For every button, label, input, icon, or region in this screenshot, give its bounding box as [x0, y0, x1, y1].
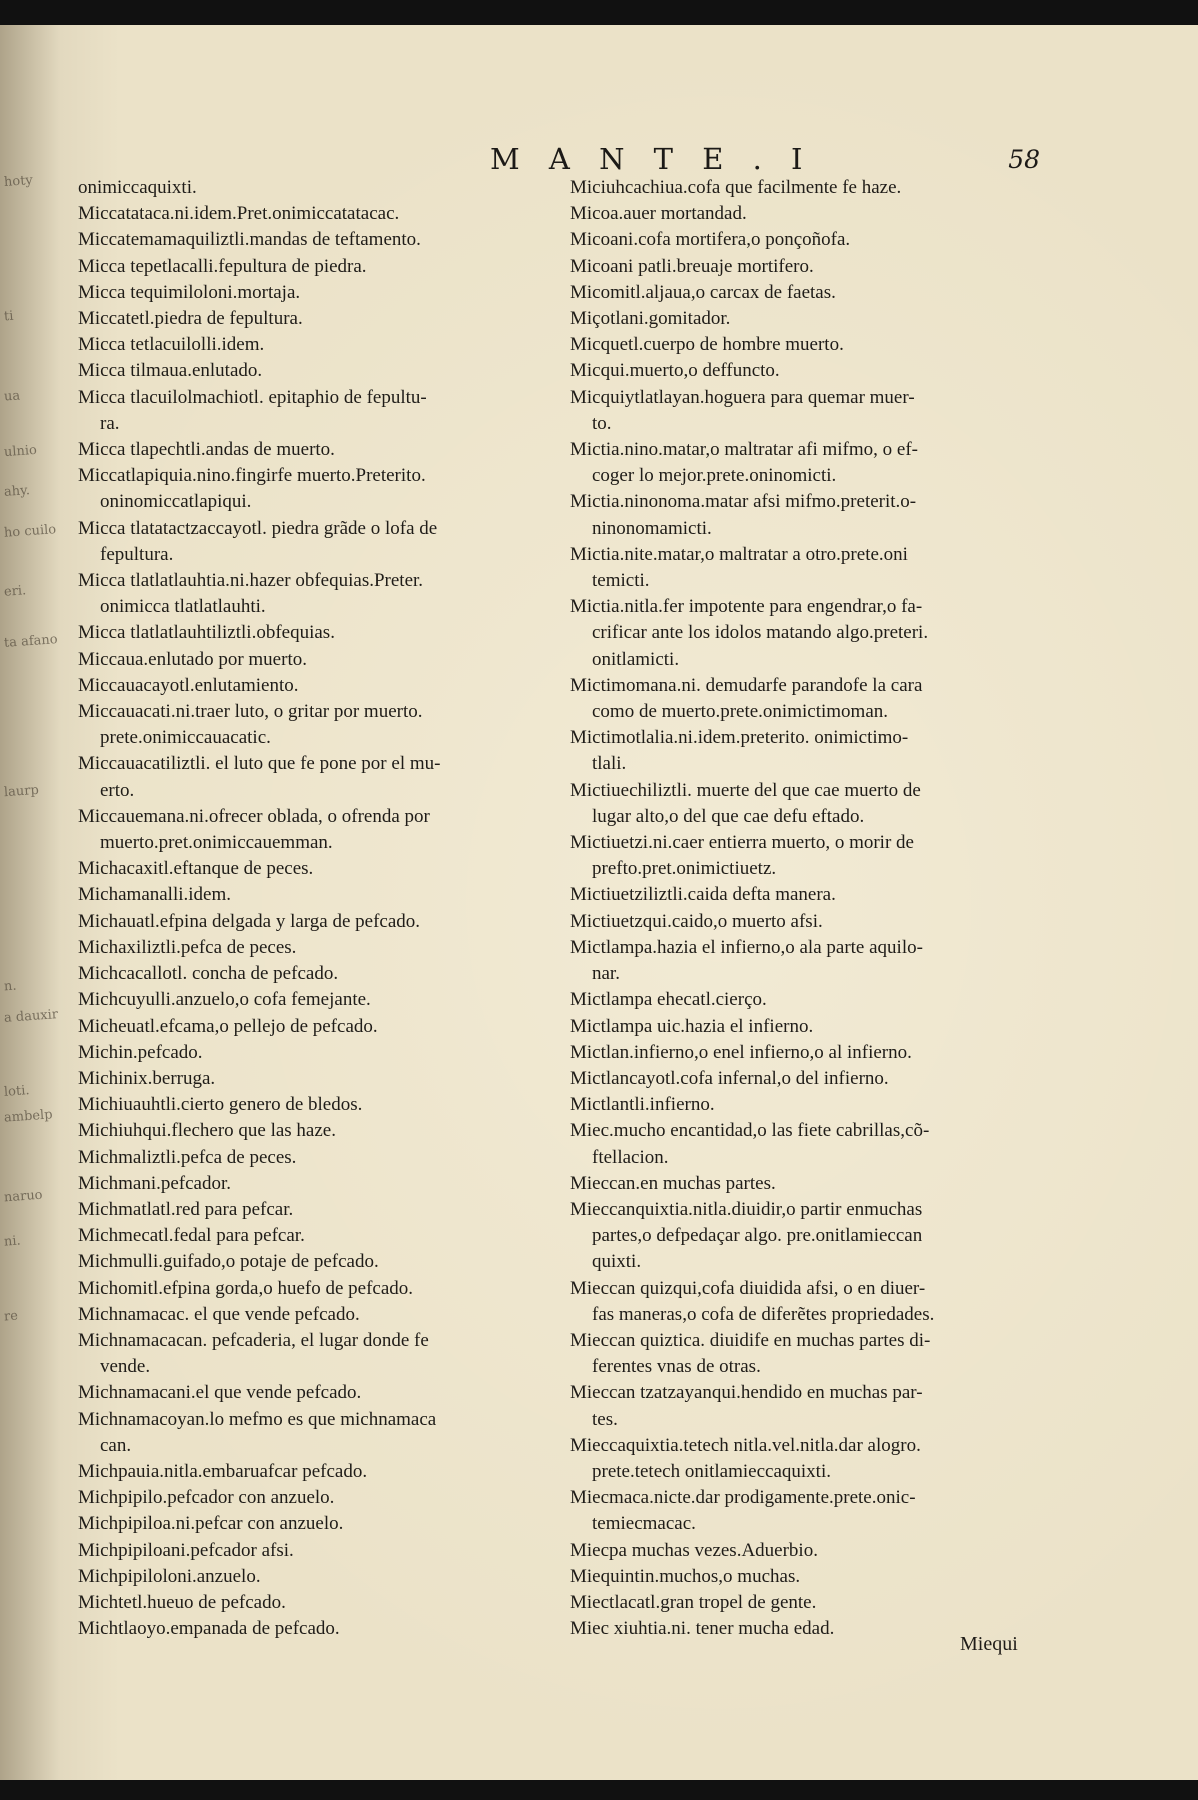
entry-headline: Miçotlani.gomitador.	[570, 308, 731, 330]
entry-headline: Miccatlapiquia.nino.fingirfe muerto.Preterito.	[78, 465, 426, 487]
entry-headline: onimiccaquixti.	[78, 177, 197, 198]
dictionary-entry	[78, 306, 578, 332]
entry-headline: Micca tlatlatlauhtiliztli.obfequias.	[78, 622, 335, 644]
entry-headline: Michmatlatl.red para pefcar.	[78, 1198, 294, 1220]
entry-headline: Michmulli.guifado,o potaje de pefcado.	[78, 1251, 379, 1273]
bleed-text: ahy.	[3, 483, 31, 500]
entry-headline: Michpipilo.pefcador con anzuelo.	[78, 1487, 335, 1509]
dictionary-entry	[78, 516, 578, 568]
entry-headline: Michpipiloani.pefcador afsi.	[78, 1539, 294, 1561]
dictionary-entry	[570, 201, 1040, 227]
dictionary-entry	[78, 1380, 578, 1406]
dictionary-entry	[78, 385, 578, 437]
entry-continuation: to.	[592, 412, 612, 434]
book-page	[0, 25, 1198, 1780]
dictionary-entry	[78, 909, 578, 935]
dictionary-entry	[570, 1014, 1040, 1040]
left-column	[78, 175, 578, 1642]
entry-headline: Micca tlatatactzaccayotl. piedra grãde o lofa de	[78, 517, 438, 539]
entry-headline: Miccatemamaquiliztli.mandas de teftamento.	[78, 229, 421, 251]
entry-continuation: prete.onimiccauacatic.	[100, 727, 271, 749]
dictionary-entry	[570, 1118, 1040, 1170]
dictionary-entry	[78, 961, 578, 987]
entry-headline: Mieccan quizqui,cofa diuidida afsi, o en diuer-	[570, 1277, 926, 1299]
entry-headline: Micheuatl.efcama,o pellejo de pefcado.	[78, 1015, 378, 1037]
dictionary-entry	[570, 594, 1040, 673]
entry-headline: Michomitl.efpina gorda,o huefo de pefcado.	[78, 1277, 414, 1299]
entry-headline: Mictiuechiliztli. muerte del que cae muerto de	[570, 779, 921, 801]
dictionary-entry	[570, 1538, 1040, 1564]
dictionary-entry	[78, 1616, 578, 1642]
dictionary-entry	[570, 987, 1040, 1013]
dictionary-entry	[570, 673, 1040, 725]
dictionary-entry	[570, 725, 1040, 777]
dictionary-entry	[78, 1066, 578, 1092]
dictionary-entry	[78, 620, 578, 646]
entry-continuation: fas maneras,o cofa de diferẽtes propriedades.	[592, 1303, 935, 1325]
entry-headline: Michin.pefcado.	[78, 1041, 203, 1063]
bleed-text: loti.	[3, 1083, 30, 1100]
entry-headline: Miectlacatl.gran tropel de gente.	[570, 1591, 817, 1613]
page-header	[470, 120, 1110, 176]
entry-headline: Michacaxitl.eftanque de peces.	[78, 858, 314, 880]
entry-headline: Michmecatl.fedal para pefcar.	[78, 1225, 305, 1247]
entry-headline: Mictiuetzqui.caido,o muerto afsi.	[570, 910, 823, 932]
dictionary-entry	[570, 909, 1040, 935]
bleed-text: ulnio	[3, 442, 38, 461]
dictionary-entry	[78, 254, 578, 280]
entry-continuation: ra.	[100, 412, 120, 434]
entry-headline: Mictia.ninonoma.matar afsi mifmo.preterit.o-	[570, 491, 917, 513]
entry-headline: Mictlancayotl.cofa infernal,o del infierno.	[570, 1067, 889, 1089]
dictionary-entry	[570, 1066, 1040, 1092]
dictionary-entry	[78, 358, 578, 384]
dictionary-entry	[570, 830, 1040, 882]
entry-headline: Micoa.auer mortandad.	[570, 203, 747, 225]
entry-headline: Miccauemana.ni.ofrecer oblada, o ofrenda por	[78, 805, 430, 827]
dictionary-entry	[570, 489, 1040, 541]
dictionary-entry	[78, 227, 578, 253]
dictionary-entry	[78, 175, 578, 201]
entry-headline: Mictia.nino.matar,o maltratar afi mifmo, o ef-	[570, 439, 918, 461]
dictionary-entry	[78, 699, 578, 751]
entry-headline: Mieccan tzatzayanqui.hendido en muchas par-	[570, 1382, 923, 1404]
bleed-text: ambelp	[3, 1107, 54, 1126]
bleed-text: ua	[3, 388, 21, 405]
entry-headline: Michnamacoyan.lo mefmo es que michnamaca	[78, 1408, 437, 1430]
entry-headline: Michauatl.efpina delgada y larga de pefcado.	[78, 910, 421, 932]
entry-continuation: vende.	[100, 1356, 151, 1378]
page-number: 58	[1008, 145, 1040, 174]
entry-headline: Mictia.nite.matar,o maltratar a otro.prete.oni	[570, 543, 908, 565]
entry-headline: Michinix.berruga.	[78, 1067, 216, 1089]
dictionary-entry	[570, 935, 1040, 987]
entry-headline: Miecmaca.nicte.dar prodigamente.prete.onic-	[570, 1487, 916, 1509]
entry-headline: Michtlaoyo.empanada de pefcado.	[78, 1618, 340, 1640]
bleed-text: hoty	[3, 173, 34, 190]
running-head: M A N T E . I	[490, 142, 813, 176]
entry-headline: Michpipiloa.ni.pefcar con anzuelo.	[78, 1513, 344, 1535]
dictionary-entry	[570, 358, 1040, 384]
entry-headline: Micoani patli.breuaje mortifero.	[570, 255, 814, 277]
entry-headline: Michnamacacan. pefcaderia, el lugar donde fe	[78, 1329, 429, 1351]
entry-headline: Michpauia.nitla.embaruafcar pefcado.	[78, 1460, 368, 1482]
entry-headline: Michmani.pefcador.	[78, 1172, 232, 1194]
entry-continuation: tes.	[592, 1408, 618, 1430]
entry-continuation: muerto.pret.onimiccauemman.	[100, 832, 333, 854]
dictionary-entry	[78, 1407, 578, 1459]
entry-headline: Mictia.nitla.fer impotente para engendrar,o fa-	[570, 596, 923, 618]
dictionary-entry	[570, 1092, 1040, 1118]
dictionary-entry	[78, 987, 578, 1013]
dictionary-entry	[78, 568, 578, 620]
dictionary-entry	[78, 647, 578, 673]
dictionary-entry	[78, 1564, 578, 1590]
dictionary-entry	[570, 437, 1040, 489]
dictionary-entry	[78, 1040, 578, 1066]
dictionary-entry	[78, 1118, 578, 1144]
entry-continuation: fepultura.	[100, 543, 174, 565]
entry-continuation: can.	[100, 1434, 132, 1456]
dictionary-entry	[78, 1485, 578, 1511]
dictionary-entry	[78, 1197, 578, 1223]
catchword: Miequi	[960, 1633, 1018, 1655]
entry-headline: Mieccan quiztica. diuidife en muchas partes di-	[570, 1329, 931, 1351]
entry-continuation: quixti.	[592, 1251, 642, 1273]
bleed-text: ni.	[3, 1233, 22, 1250]
dictionary-entry	[78, 1145, 578, 1171]
dictionary-entry	[570, 1197, 1040, 1276]
dictionary-entry	[570, 175, 1040, 201]
bleed-text: naruo	[3, 1187, 44, 1206]
entry-headline: Michmaliztli.pefca de peces.	[78, 1146, 297, 1168]
bleed-text: a dauxir	[3, 1007, 59, 1026]
entry-headline: Micca tlapechtli.andas de muerto.	[78, 439, 335, 461]
entry-headline: Miccauacatiliztli. el luto que fe pone por el mu-	[78, 753, 441, 775]
dictionary-entry	[78, 751, 578, 803]
bleed-text: n.	[3, 978, 18, 995]
entry-headline: Mictimotlalia.ni.idem.preterito. onimictimo-	[570, 727, 909, 749]
dictionary-entry	[570, 1433, 1040, 1485]
right-column	[570, 175, 1040, 1642]
entry-headline: Mieccaquixtia.tetech nitla.vel.nitla.dar alogro.	[570, 1434, 921, 1456]
entry-headline: Michiuauhtli.cierto genero de bledos.	[78, 1094, 363, 1116]
entry-headline: Miec xiuhtia.ni. tener mucha edad.	[570, 1618, 835, 1640]
dictionary-entry	[78, 1223, 578, 1249]
entry-headline: Micqui.muerto,o deffuncto.	[570, 360, 780, 382]
entry-headline: Micquiytlatlayan.hoguera para quemar muer-	[570, 386, 915, 408]
entry-headline: Michcacallotl. concha de pefcado.	[78, 963, 339, 985]
dictionary-entry	[570, 778, 1040, 830]
dictionary-entry	[78, 1590, 578, 1616]
dictionary-entry	[78, 882, 578, 908]
dictionary-entry	[570, 1485, 1040, 1537]
facing-page-bleed-through	[0, 85, 70, 1685]
entry-continuation: prefto.pret.onimictiuetz.	[592, 858, 777, 880]
bleed-text: ti	[3, 308, 14, 325]
entry-headline: Mictlampa ehecatl.cierço.	[570, 989, 767, 1011]
entry-continuation: temiecmacac.	[592, 1513, 696, 1535]
entry-headline: Micoani.cofa mortifera,o ponçoñofa.	[570, 229, 851, 251]
dictionary-entry	[78, 1014, 578, 1040]
entry-headline: Miequintin.muchos,o muchas.	[570, 1565, 801, 1587]
dictionary-entry	[570, 1564, 1040, 1590]
entry-continuation: ninonomamicti.	[592, 517, 712, 539]
entry-continuation: coger lo mejor.prete.oninomicti.	[592, 465, 837, 487]
entry-continuation: temicti.	[592, 570, 650, 592]
dictionary-entry	[78, 1328, 578, 1380]
entry-headline: Miccatataca.ni.idem.Pret.onimiccatatacac.	[78, 203, 400, 225]
dictionary-entry	[570, 1590, 1040, 1616]
dictionary-entry	[570, 254, 1040, 280]
entry-headline: Michiuhqui.flechero que las haze.	[78, 1120, 336, 1142]
entry-headline: Mictiuetzi.ni.caer entierra muerto, o morir de	[570, 832, 914, 854]
entry-headline: Micca tlatlatlauhtia.ni.hazer obfequias.Preter.	[78, 570, 424, 592]
dictionary-entry	[78, 1538, 578, 1564]
entry-headline: Miccaua.enlutado por muerto.	[78, 648, 307, 670]
entry-headline: Micquetl.cuerpo de hombre muerto.	[570, 334, 844, 356]
dictionary-entry	[570, 332, 1040, 358]
entry-headline: Mictiuetziliztli.caida defta manera.	[570, 884, 836, 906]
entry-headline: Miec.mucho encantidad,o las fiete cabrillas,cõ-	[570, 1120, 930, 1142]
bleed-text: eri.	[3, 583, 27, 600]
entry-headline: Miciuhcachiua.cofa que facilmente fe haze.	[570, 177, 902, 198]
entry-headline: Mictlampa.hazia el infierno,o ala parte aquilo-	[570, 936, 923, 958]
entry-headline: Micca tilmaua.enlutado.	[78, 360, 263, 382]
entry-headline: Miccauacati.ni.traer luto, o gritar por muerto.	[78, 701, 423, 723]
entry-headline: Michamanalli.idem.	[78, 884, 232, 906]
dictionary-entry	[78, 935, 578, 961]
dictionary-entry	[570, 882, 1040, 908]
dictionary-entry	[78, 1171, 578, 1197]
dictionary-entry	[78, 1276, 578, 1302]
entry-headline: Mictlan.infierno,o enel infierno,o al infierno.	[570, 1041, 912, 1063]
entry-headline: Micca tlacuilolmachiotl. epitaphio de fepultu-	[78, 386, 427, 408]
dictionary-entry	[570, 306, 1040, 332]
dictionary-entry	[78, 804, 578, 856]
entry-headline: Micca tetlacuilolli.idem.	[78, 334, 265, 356]
dictionary-entry	[570, 1276, 1040, 1328]
dictionary-entry	[78, 673, 578, 699]
entry-headline: Micomitl.aljaua,o carcax de faetas.	[570, 281, 836, 303]
dictionary-entry	[78, 1511, 578, 1537]
entry-continuation: como de muerto.prete.onimictimoman.	[592, 701, 889, 723]
dictionary-entry	[78, 437, 578, 463]
entry-headline: Michpipiloloni.anzuelo.	[78, 1565, 261, 1587]
entry-headline: Michnamacani.el que vende pefcado.	[78, 1382, 362, 1404]
dictionary-entry	[78, 463, 578, 515]
entry-headline: Michcuyulli.anzuelo,o cofa femejante.	[78, 989, 371, 1011]
dictionary-entry	[570, 280, 1040, 306]
entry-continuation: erto.	[100, 779, 135, 801]
entry-headline: Michnamacac. el que vende pefcado.	[78, 1303, 360, 1325]
entry-headline: Micca tequimiloloni.mortaja.	[78, 281, 301, 303]
dictionary-entry	[78, 1302, 578, 1328]
dictionary-entry	[78, 280, 578, 306]
dictionary-entry	[570, 227, 1040, 253]
dictionary-entry	[570, 1380, 1040, 1432]
dictionary-entry	[78, 201, 578, 227]
dictionary-entry	[570, 1040, 1040, 1066]
entry-headline: Mieccan.en muchas partes.	[570, 1172, 776, 1194]
dictionary-entry	[78, 856, 578, 882]
dictionary-entry	[78, 332, 578, 358]
entry-headline: Miccatetl.piedra de fepultura.	[78, 308, 303, 330]
entry-continuation: oninomiccatlapiqui.	[100, 491, 252, 513]
entry-headline: Micca tepetlacalli.fepultura de piedra.	[78, 255, 367, 277]
entry-continuation: crificar ante los idolos matando algo.preteri.	[592, 622, 929, 644]
entry-continuation: partes,o defpedaçar algo. pre.onitlamieccan	[592, 1225, 923, 1247]
bleed-text: ta afano	[3, 632, 59, 651]
dictionary-entry	[78, 1249, 578, 1275]
bleed-text: ho cuilo	[3, 522, 57, 541]
entry-headline: Michtetl.hueuo de pefcado.	[78, 1591, 286, 1613]
entry-headline: Mictlampa uic.hazia el infierno.	[570, 1015, 814, 1037]
entry-headline: Mictimomana.ni. demudarfe parandofe la cara	[570, 674, 923, 696]
entry-continuation: lugar alto,o del que cae defu eftado.	[592, 805, 865, 827]
dictionary-entry	[570, 1328, 1040, 1380]
dictionary-entry	[570, 542, 1040, 594]
entry-continuation: prete.tetech onitlamieccaquixti.	[592, 1460, 831, 1482]
entry-continuation: onitlamicti.	[592, 648, 680, 670]
entry-continuation: nar.	[592, 963, 620, 985]
entry-headline: Mieccanquixtia.nitla.diuidir,o partir enmuchas	[570, 1198, 923, 1220]
bleed-text: laurp	[3, 782, 40, 801]
dictionary-entry	[78, 1092, 578, 1118]
entry-headline: Miccauacayotl.enlutamiento.	[78, 674, 299, 696]
bleed-text: re	[3, 1308, 19, 1325]
entry-continuation: ferentes vnas de otras.	[592, 1356, 761, 1378]
dictionary-entry	[78, 1459, 578, 1485]
entry-headline: Michaxiliztli.pefca de peces.	[78, 936, 297, 958]
entry-continuation: onimicca tlatlatlauhti.	[100, 596, 266, 618]
entry-headline: Mictlantli.infierno.	[570, 1094, 715, 1116]
dictionary-entry	[570, 1171, 1040, 1197]
entry-headline: Miecpa muchas vezes.Aduerbio.	[570, 1539, 818, 1561]
entry-continuation: tlali.	[592, 753, 627, 775]
entry-continuation: ftellacion.	[592, 1146, 669, 1168]
dictionary-entry	[570, 385, 1040, 437]
